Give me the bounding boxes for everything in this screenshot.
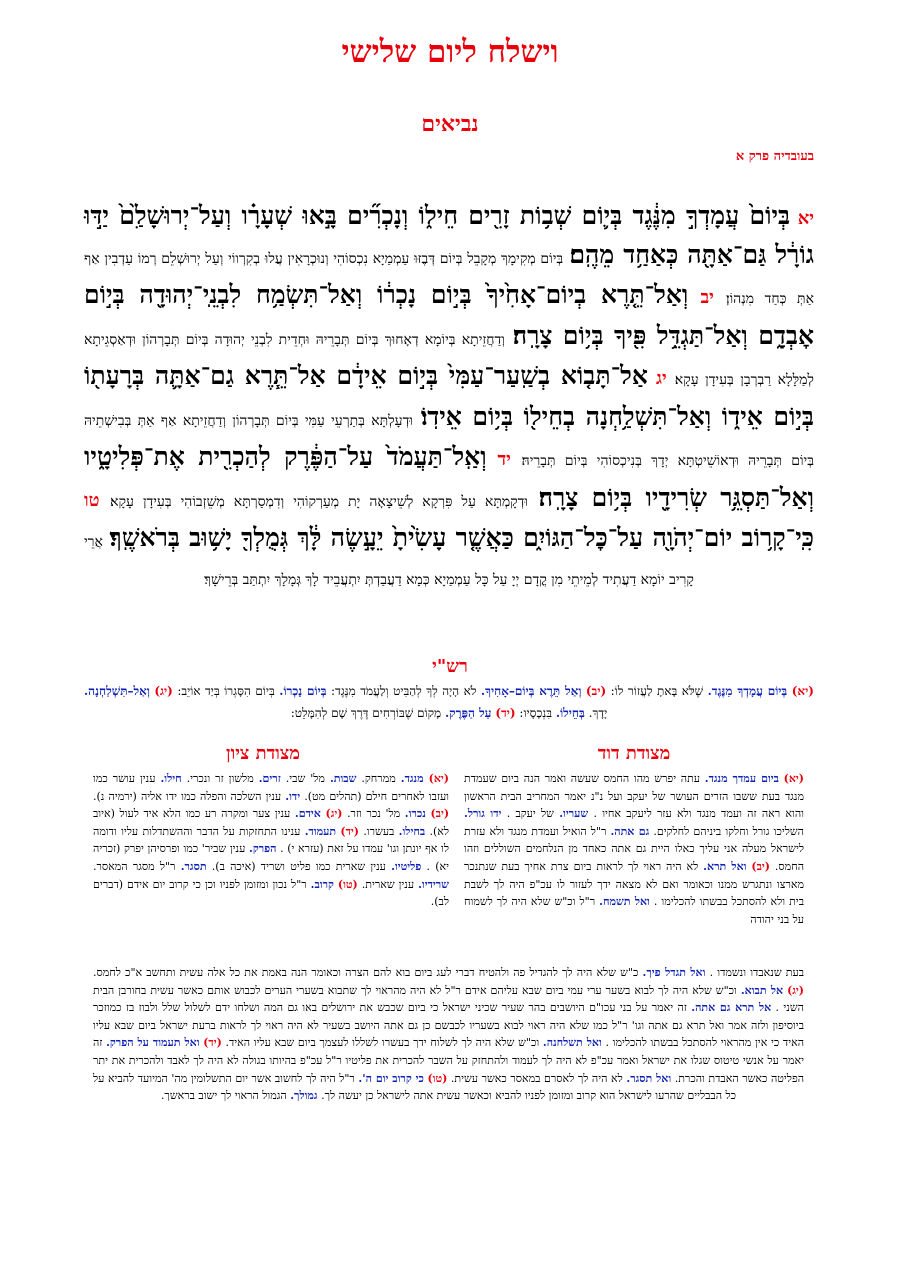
commentary-text: ענין עושר כמו ועזבו לאחרים חילם (תהלים מט). xyxy=(93,772,449,803)
verse-ref: (יג) xyxy=(787,983,805,997)
verse-ref: (יב) xyxy=(751,859,770,873)
commentary-text: ענין שארית כמו פליט ושריד (איכה ב). xyxy=(211,859,386,873)
dibur-hamatchil: אל תבוא. xyxy=(740,983,784,997)
commentary-text: ממרחק. xyxy=(361,772,396,785)
verse-ref: (יא) xyxy=(791,684,814,698)
commentary-text: זה יאמר על בני עכו"ם היושבים בהר שעיר שכיני ישראל כי ביום שכבש את ירושלים באו גם המה ושלחו ידם לשלול שלל ולבוז בז כמוזכר ביוסיפון ולזה אמר ואל תרא גם אתה וגו' ר"ל כמו שלא היה ראוי לבוא בשעריו לכבשם כן גם אתה היושב בשעיר לא היה ראוי לך לראות ברעת ישראל ביום שבא עליו האיד כי אין מהראוי להסתכל בבשתו להכלימו . xyxy=(93,1001,805,1050)
commentary-text: ר"ל היה לך לחשוב אשר יום התשלומין מה' המיועד להביא על כל הבבליים שהרעו לישראל הוא קרוב ומזומן לפניו להביא וכאשר עשית אתה לישראל כן יעשה לך. xyxy=(93,1071,737,1103)
dibur-hamatchil: אידם. xyxy=(294,807,321,821)
verse-number: יב xyxy=(700,287,714,308)
commentary-text: ענין שביר' כמו ופרסיהן יפרק (זכריה יא) . xyxy=(93,842,450,873)
dibur-hamatchil: וְאַל–תִּשְׁלַחְנָה. xyxy=(84,684,150,698)
dibur-hamatchil: בחילו. xyxy=(398,824,426,838)
verse-ref: (יא) xyxy=(783,772,805,785)
verse-ref: (טו) xyxy=(427,1071,448,1085)
dibur-hamatchil: שרידיו. xyxy=(418,877,449,891)
commentary-text: השליכו גורל וחלקו ביניהם לחלקים. xyxy=(653,824,804,838)
dibur-hamatchil: ואל תעמוד על הפרק. xyxy=(106,1036,200,1050)
dibur-hamatchil: אל תרא גם אתה. xyxy=(691,1001,772,1015)
verse-number: טו xyxy=(84,489,100,511)
commentary-text: לא היה ראוי לך לראות ביום צרת אחיך בעת שנתנכר מארצו ונתגרש ממנו וכאומר ואם לא מצאה ידך לעזור לו עכ"פ היה לך לשבת בית ולא להסתכל בבשתו להכלימו . xyxy=(464,859,804,909)
targum-text: אֲרֵי קָרִיב יוֹמָא דַעֲתִיד לְמֵיתֵי מִן קֳדָם יְיָ עַל כָּל עַמְמַיָא כְּמָא דַעֲבַדְתְּ יִתְעֲבֵיד לָךְ גְּמָלָךְ יִתְתַּב בְּרֵישָׁךְ׃ xyxy=(84,534,694,588)
commentary-text: ענין השלכה והפלה כמו ידו אליה (ירמיה נ). xyxy=(93,789,282,803)
commentary-text: בעשרו. xyxy=(363,824,395,838)
dibur-hamatchil: ואל תגדל פיך. xyxy=(642,966,706,979)
verse-number: יג xyxy=(656,368,667,389)
metzudat-tzion-title: מצודת ציון xyxy=(226,743,300,764)
dibur-hamatchil: חילו. xyxy=(160,772,182,785)
commentary-text: ענין צער ומקרה רע כמו הלא איד לעול (איוב לא). xyxy=(93,807,450,838)
chapter-label: בעובדיה פרק א xyxy=(735,149,814,164)
commentary-text: לֹא הָיָה לְךָ לְהַבִּיט וְלַעֲמֹד מִנֶּגֶד: xyxy=(330,684,477,698)
dibur-hamatchil: וְאַל תֵּרֶא בְּיוֹם–אָחִיךָ. xyxy=(480,684,582,698)
page-title: וישלח ליום שלישי xyxy=(341,34,559,70)
verse-number: יא xyxy=(797,208,814,229)
metzudat-dovid-column xyxy=(464,770,804,928)
dibur-hamatchil: כי קרוב יום ה'. xyxy=(358,1071,424,1085)
verse-ref: (יג) xyxy=(325,807,343,821)
dibur-hamatchil: תעמוד. xyxy=(304,824,337,838)
dibur-hamatchil: זרים. xyxy=(258,772,281,785)
commentary-text: וכ"ש שלא היה לך לבוא בשער ערי עמי ביום שבא עליהם אידם ר"ל לא היה מהראוי לך שתבוא בשערי הערים לכבוש אותם כאשר עשית בחורבן הבית השני . xyxy=(93,983,804,1015)
dibur-hamatchil: ידו גורל. xyxy=(464,807,502,821)
dibur-hamatchil: קרוב. xyxy=(310,877,334,891)
dibur-hamatchil: בְּיוֹם עֲמָדְךָ מִנֶּגֶד. xyxy=(707,684,788,698)
dibur-hamatchil: גמולך. xyxy=(290,1089,318,1103)
verse-ref: (יד) xyxy=(340,824,359,838)
verse-number: יד xyxy=(497,449,511,470)
targum-text: בְּיוֹם מְקִימָךְ מְקָבֵל בְּיוֹם דְּבֶזּוּ עַמְמַיָא נִכְסוֹהִי וְנוּכְרָאִין עֲלוּ בְקִרְווֹי וְעַל יְרוּשְׁלֵם רְמוֹ עַדְבִין אַף אַתְּ כְּחַד מִנְהוֹן׃ xyxy=(84,250,814,307)
commentary-text: מלשון זר ונכרי. xyxy=(186,772,254,785)
commentary-text: הגמול הראוי לך ישוב בראשך. xyxy=(160,1089,287,1103)
commentary-text: ר"ל נכון ומזומן לפניו וכן כי קרוב יום אידם (דברים לב). xyxy=(93,877,449,909)
dibur-hamatchil: הפרק. xyxy=(248,842,277,856)
commentary-text: מל' שבי. xyxy=(285,772,325,785)
commentary-text: ר"ל מסגר המאסר. xyxy=(93,859,176,873)
dibur-hamatchil: ידו. xyxy=(285,789,301,803)
commentary-text: ר"ל וכ"ש שלא היה לך לשמוח על בני יהודה xyxy=(464,895,804,926)
verse-ref: (יב) xyxy=(585,684,607,698)
verse-ref: (יא) xyxy=(428,772,449,785)
rashi-title: רש"י xyxy=(432,656,468,677)
commentary-text: מל' נכר וזר. xyxy=(347,807,401,821)
dibur-hamatchil: ואל תשמח. xyxy=(599,895,650,909)
targum-text: וּדְעָלְתָּא בְּתַרְעֵי עַמִּי בְּיוֹם תְּבָרְהוֹן וְדַחֲזֵיתָא אַף אַתְּ בְּבִישְׁתֵיהּ בְּיוֹם תְּבָרֵיהּ וּדְאוֹשֵׁיטְתָּא יְדָךְ בְּנִיכְסוֹהִי בְּיוֹם תְּבָרֵיהּ׃ xyxy=(84,412,814,469)
targum-text: וּדְקָמְתָּא עַל פִּרְקָא לְשֵׁיצָאָה יָת מְעַרְקוֹהִי וְדִמְסַרְתָּא מְשֵׁזְבוֹהִי בְּעִידָן עָקָא׃ xyxy=(110,493,528,510)
verse-ref: (יד) xyxy=(203,1036,222,1050)
dibur-hamatchil: עַל הַפֶּרֶק. xyxy=(444,706,492,720)
targum-text: וְדַחֲזֵיתָא בְּיוֹמָא דְאָחוּךְ בְּיוֹם תְּבָרֵיהּ וּחְדֵית לִבְנֵי יְהוּדָה בְּיוֹם תְּבָרְהוֹן וּדְאַסְגֵיתָא לְמַלָּלָא רַבְרְבָן בְּעִידָן עָקָא׃ xyxy=(84,331,814,388)
metzudat-dovid-continued xyxy=(93,964,804,1105)
commentary-text: עתה יפרש מהו החמס שעשה ואמר הנה ביום שעמדת מנגד בעת ששבו הזרים העושר של יעקב ועל נ"נ יאמר המחריב הבית הראשון והוא ראה זה ועמד מנגד ולא עזר ליעקב אחיו . xyxy=(464,772,804,821)
commentary-text: ענין שארית. xyxy=(361,877,415,891)
dibur-hamatchil: ביום עמדך מנגד. xyxy=(704,772,779,785)
dibur-hamatchil: בְּחֵילוֹ. xyxy=(555,706,585,720)
commentary-text: לא היה לך לאסרם במאסר כאשר עשית. xyxy=(450,1071,623,1085)
verse-ref: (יד) xyxy=(495,706,516,720)
commentary-text: של יעקב . xyxy=(506,807,554,821)
verse-text: כִּֽי־קָר֥וֹב יוֹם־יְהֹוָ֖ה עַל־כׇּל־הַגּוֹיִ֑ם כַּאֲשֶׁ֤ר עָשִׂ֙יתָ֙ יֵעָ֣שֶׂה לָּ֔ךְ גְּמֻלְךָ֖ יָשׁ֥וּב בְּרֹאשֶֽׁךָ׃ xyxy=(109,523,814,552)
dibur-hamatchil: מנגד. xyxy=(400,772,424,785)
dibur-hamatchil: פליטיו. xyxy=(391,859,422,873)
dibur-hamatchil: ואל תרא. xyxy=(703,859,747,873)
dibur-hamatchil: ואל תסגר. xyxy=(626,1071,672,1085)
dibur-hamatchil: גם אתה. xyxy=(610,824,650,838)
dibur-hamatchil: נכרו. xyxy=(404,807,426,821)
commentary-text: זה יאמר על אנשי טיטוס שגלו את ישראל ואמר עכ"פ לא היה לך לעמוד ולהתחזק על השבר להכרית את פליטיו ר"ל עכ"פ בהיותו בגולה לא היה לך לאבד ולהכרית את יתר הפליטה כאשר האבדת והכרת. xyxy=(93,1036,805,1085)
commentary-text: ר"ל הואיל ועמדת מנגד ולא עזרת לישראל מעלה אני עליך כאלו היית גם אתה כאחד מן הנלחמים השוללים וזהו החמס. xyxy=(464,824,805,873)
dibur-hamatchil: ואל תשלחנה. xyxy=(542,1036,602,1050)
dibur-hamatchil: שעריו. xyxy=(559,807,589,821)
commentary-text: בְּיוֹם הִסָּגְרוֹ בְּיַד אוֹיֵב: xyxy=(177,684,275,698)
verse-text: אַל־תָּב֤וֹא בְשַֽׁעַר־עַמִּי֙ בְּי֣וֹם אֵידָ֔ם אַל־תֵּ֧רֶא גַם־אַתָּ֛ה בְּרָעָת֖וֹ בְּי֣וֹם אֵיד֑וֹ וְאַל־תִּשְׁלַ֥חְנָה בְחֵיל֖וֹ בְּי֥וֹם אֵידֽוֹ׃ xyxy=(84,361,814,431)
commentary-text: שֶׁלֹּא בָּאתָ לַעֲזוֹר לוֹ: xyxy=(610,684,704,698)
verse-ref: (טו) xyxy=(337,877,358,891)
commentary-text: יָדָךְ. xyxy=(588,706,608,720)
dibur-hamatchil: שבות. xyxy=(329,772,357,785)
commentary-text: כ"ש שלא היה לך להגדיל פה ולהטיח דברי לעג ביום בוא להם הצרה וכאומר הנה באמת את כל אלה עשית ותחשב א"כ לחמס. xyxy=(93,966,639,979)
verse-ref: (יג) xyxy=(154,684,173,698)
commentary-text: ענינו התחזקות על הדבר וההשתדלות עליו ודומה לו אף יונתן וגו' עמדו על זאת (עזרא י) . xyxy=(93,824,449,856)
verse-text: וְאַֽל־תַּעֲמֹד֙ עַל־הַפֶּ֔רֶק לְהַכְרִ֖ית אֶת־פְּלִיטָ֑יו וְאַל־תַּסְגֵּ֥ר שְׂרִידָ֖יו בְּי֥וֹם צָרָֽה׃ xyxy=(84,442,814,512)
verse-text: וְאַל־תֵּ֤רֶא בְיוֹם־אָחִ֙יךָ֙ בְּי֣וֹם נָכְר֔וֹ וְאַל־תִּשְׂמַ֥ח לִבְנֵֽי־יְהוּדָ֖ה בְּי֣וֹם אׇבְדָ֑ם וְאַל־תַּגְדֵּ֥ל פִּ֖יךָ בְּי֥וֹם צָרָֽה׃ xyxy=(84,280,814,350)
rashi-text xyxy=(84,680,814,724)
verse-text: בְּיוֹם֙ עֲמָדְךָ֣ מִנֶּ֔גֶד בְּי֛וֹם שְׁב֥וֹת זָרִ֖ים חֵיל֑וֹ וְנָכְרִ֞ים בָּ֣אוּ שְׁעָרָ֗ו וְעַל־יְרוּשָׁלִַ֙ם֙ יַדּ֣וּ גוֹרָ֔ל גַּם־אַתָּ֖ה כְּאַחַ֥ד מֵהֶֽם׃ xyxy=(84,201,814,269)
commentary-text: בִּנְכָסָיו: xyxy=(519,706,553,720)
main-text xyxy=(84,198,814,598)
commentary-text: מָקוֹם שֶׁבּוֹרְחִים דֶּרֶךְ שָׁם לְהִמָּלֵט: xyxy=(290,706,442,720)
commentary-text: בעת שנאבדו ונשמדו . xyxy=(709,966,805,979)
dibur-hamatchil: בְּיוֹם נָכְרוֹ. xyxy=(279,684,327,698)
metzudat-dovid-title: מצודת דוד xyxy=(597,743,671,764)
verse-ref: (יב) xyxy=(430,807,450,821)
metzudat-tzion-column xyxy=(93,770,449,911)
dibur-hamatchil: תסגר. xyxy=(180,859,207,873)
commentary-text: וכ"ש שלא היה לך לשלוח ידך בעשרו לשללו לעצמך ביום שבא עליו האיד. xyxy=(225,1036,540,1050)
section-subtitle: נביאים xyxy=(421,111,479,137)
